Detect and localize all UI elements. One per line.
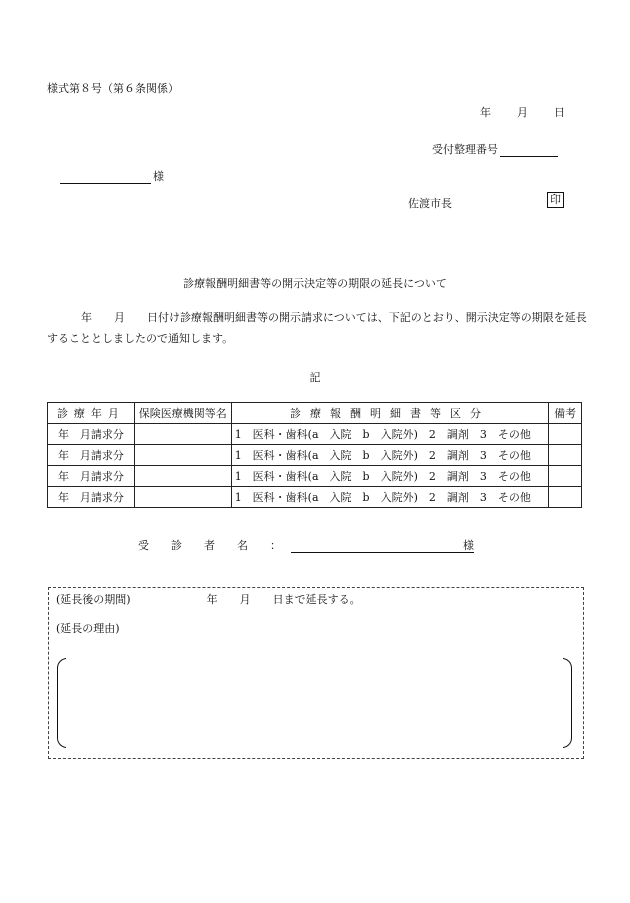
row-period: 年 月請求分 <box>48 466 135 487</box>
reason-bracket-right <box>559 658 572 748</box>
row-institution[interactable] <box>134 466 231 487</box>
extension-period-line <box>56 591 361 607</box>
header-period: 診療年月 <box>48 403 135 424</box>
table-header-row <box>48 403 582 424</box>
reason-bracket-left <box>57 658 70 748</box>
body-paragraph: 年 月 日付け診療報酬明細書等の開示請求については、下記のとおり、開示決定等の期限を延長することとしましたので通知します。 <box>47 311 587 345</box>
table-row <box>48 487 582 508</box>
patient-suffix: 様 <box>463 539 474 552</box>
row-category: 1 医科・歯科(a 入院 b 入院外) 2 調剤 3 その他 <box>231 445 549 466</box>
row-category: 1 医科・歯科(a 入院 b 入院外) 2 調剤 3 その他 <box>231 466 549 487</box>
addressee-name-field[interactable] <box>60 171 151 184</box>
patient-name-field[interactable] <box>291 540 463 553</box>
row-institution[interactable] <box>134 487 231 508</box>
receipt-number-label: 受付整理番号 <box>432 143 498 156</box>
document-title: 診療報酬明細書等の開示決定等の期限の延長について <box>183 277 447 290</box>
date-line <box>480 104 565 120</box>
row-remarks[interactable] <box>549 445 582 466</box>
row-remarks[interactable] <box>549 487 582 508</box>
extension-box <box>48 587 584 759</box>
patient-line <box>138 537 474 553</box>
row-remarks[interactable] <box>549 424 582 445</box>
extension-reason-field[interactable] <box>73 660 555 744</box>
row-institution[interactable] <box>134 445 231 466</box>
row-category: 1 医科・歯科(a 入院 b 入院外) 2 調剤 3 その他 <box>231 424 549 445</box>
table-row <box>48 424 582 445</box>
extension-reason-label: (延長の理由) <box>56 622 120 635</box>
table-row <box>48 466 582 487</box>
patient-label: 受診者名 <box>138 539 270 552</box>
claims-table <box>47 402 582 508</box>
body-text <box>47 307 587 349</box>
date-day-label: 日 <box>554 106 565 119</box>
header-institution: 保険医療機関等名 <box>134 403 231 424</box>
seal-mark: 印 <box>547 192 564 208</box>
extension-period-label: (延長後の期間) <box>56 593 131 606</box>
row-institution[interactable] <box>134 424 231 445</box>
header-remarks: 備考 <box>549 403 582 424</box>
header-category: 診療報酬明細書等区分 <box>231 403 549 424</box>
ki-heading: 記 <box>309 371 321 384</box>
extension-period-value: 年 月 日まで延長する。 <box>206 593 361 606</box>
issuer-title: 佐渡市長 <box>408 197 452 210</box>
row-period: 年 月請求分 <box>48 445 135 466</box>
row-category: 1 医科・歯科(a 入院 b 入院外) 2 調剤 3 その他 <box>231 487 549 508</box>
row-period: 年 月請求分 <box>48 487 135 508</box>
date-month-label: 月 <box>517 106 528 119</box>
receipt-number-field[interactable] <box>500 156 558 157</box>
receipt-number <box>432 141 558 157</box>
form-number: 様式第８号（第６条関係） <box>47 82 179 95</box>
row-remarks[interactable] <box>549 466 582 487</box>
table-row <box>48 445 582 466</box>
addressee <box>60 168 164 184</box>
date-year-label: 年 <box>480 106 491 119</box>
row-period: 年 月請求分 <box>48 424 135 445</box>
patient-colon: ： <box>270 539 281 552</box>
addressee-suffix: 様 <box>153 170 164 183</box>
